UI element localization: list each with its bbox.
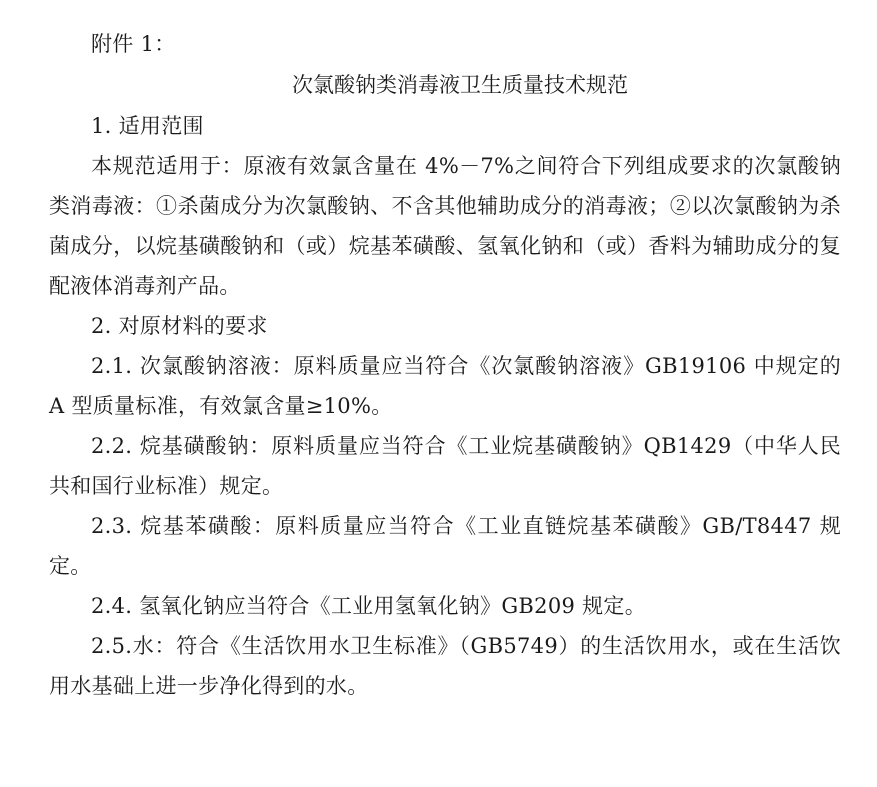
section-2-2: 2.2. 烷基磺酸钠：原料质量应当符合《工业烷基磺酸钠》QB1429（中华人民共和国行业标准）规定。 (49, 434, 841, 498)
section-2-1: 2.1. 次氯酸钠溶液：原料质量应当符合《次氯酸钠溶液》GB19106 中规定的 A 型质量标准，有效氯含量≥10%。 (49, 354, 841, 418)
section-heading-2: 2. 对原材料的要求 (91, 314, 268, 338)
document-title: 次氯酸钠类消毒液卫生质量技术规范 (292, 73, 628, 97)
section-heading-1: 1. 适用范围 (91, 114, 204, 138)
section-2-3: 2.3. 烷基苯磺酸：原料质量应当符合《工业直链烷基苯磺酸》GB/T8447 规定。 (49, 514, 841, 578)
section-1-body: 本规范适用于：原液有效氯含量在 4%－7%之间符合下列组成要求的次氯酸钠类消毒液：①杀菌成分为次氯酸钠、不含其他辅助成分的消毒液；②以次氯酸钠为杀菌成分，以烷基磺酸钠和（或）烷基苯磺酸、氢氧化钠和（或）香料为辅助成分的复配液体消毒剂产品。 (49, 154, 841, 298)
document-page (49, 24, 841, 706)
section-2-4: 2.4. 氢氧化钠应当符合《工业用氢氧化钠》GB209 规定。 (91, 594, 647, 618)
section-2-5: 2.5.水：符合《生活饮用水卫生标准》（GB5749）的生活饮用水，或在生活饮用水基础上进一步净化得到的水。 (49, 634, 841, 698)
attachment-label: 附件 1： (91, 32, 176, 56)
